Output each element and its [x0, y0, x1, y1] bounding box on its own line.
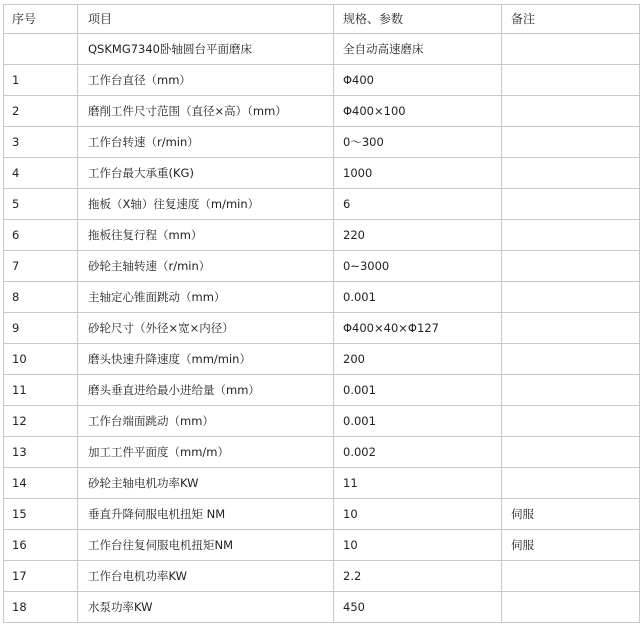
table-row — [4, 282, 640, 313]
cell-spec: Φ400×40×Φ127 — [334, 313, 502, 344]
cell-note — [502, 282, 640, 313]
cell-spec: 10 — [334, 499, 502, 530]
cell-note — [502, 592, 640, 623]
cell-item: 垂直升降伺服电机扭矩 NM — [78, 499, 334, 530]
table-header-row — [4, 5, 640, 34]
header-item: 项目 — [78, 5, 334, 34]
table-row — [4, 251, 640, 282]
cell-num: 14 — [4, 468, 78, 499]
cell-num: 1 — [4, 65, 78, 96]
cell-note — [502, 344, 640, 375]
table-row — [4, 189, 640, 220]
cell-note — [502, 189, 640, 220]
cell-item: QSKMG7340卧轴圆台平面磨床 — [78, 34, 334, 65]
cell-item: 主轴定心锥面跳动（mm） — [78, 282, 334, 313]
cell-spec: 11 — [334, 468, 502, 499]
cell-spec: 0.002 — [334, 437, 502, 468]
table-row — [4, 530, 640, 561]
cell-num: 8 — [4, 282, 78, 313]
cell-num — [4, 34, 78, 65]
header-spec: 规格、参数 — [334, 5, 502, 34]
cell-spec: Φ400×100 — [334, 96, 502, 127]
cell-spec: 0.001 — [334, 406, 502, 437]
cell-num: 15 — [4, 499, 78, 530]
cell-spec: 0.001 — [334, 282, 502, 313]
table-row — [4, 375, 640, 406]
cell-spec: 450 — [334, 592, 502, 623]
cell-num: 12 — [4, 406, 78, 437]
table-row — [4, 313, 640, 344]
cell-spec: 0～300 — [334, 127, 502, 158]
table-row — [4, 561, 640, 592]
cell-item: 工作台端面跳动（mm） — [78, 406, 334, 437]
cell-note — [502, 251, 640, 282]
cell-item: 磨头垂直进给最小进给量（mm） — [78, 375, 334, 406]
cell-note — [502, 158, 640, 189]
cell-item: 工作台最大承重(KG) — [78, 158, 334, 189]
table-row — [4, 592, 640, 623]
header-num: 序号 — [4, 5, 78, 34]
table-row — [4, 220, 640, 251]
cell-item: 拖板（X轴）往复速度（m/min） — [78, 189, 334, 220]
cell-num: 17 — [4, 561, 78, 592]
cell-note — [502, 437, 640, 468]
cell-num: 18 — [4, 592, 78, 623]
cell-spec: 6 — [334, 189, 502, 220]
cell-num: 2 — [4, 96, 78, 127]
cell-num: 7 — [4, 251, 78, 282]
cell-spec: 10 — [334, 530, 502, 561]
cell-item: 工作台直径（mm） — [78, 65, 334, 96]
table-row — [4, 344, 640, 375]
cell-item: 工作台转速（r/min） — [78, 127, 334, 158]
cell-item: 加工工件平面度（mm/m） — [78, 437, 334, 468]
cell-note — [502, 313, 640, 344]
cell-note — [502, 65, 640, 96]
cell-num: 4 — [4, 158, 78, 189]
cell-spec: 1000 — [334, 158, 502, 189]
table-row — [4, 406, 640, 437]
cell-note — [502, 34, 640, 65]
cell-num: 10 — [4, 344, 78, 375]
header-note: 备注 — [502, 5, 640, 34]
cell-spec: 全自动高速磨床 — [334, 34, 502, 65]
cell-note — [502, 127, 640, 158]
cell-spec: 220 — [334, 220, 502, 251]
cell-spec: 0~3000 — [334, 251, 502, 282]
cell-note — [502, 561, 640, 592]
cell-note — [502, 96, 640, 127]
cell-note — [502, 375, 640, 406]
table-row — [4, 65, 640, 96]
cell-item: 拖板往复行程（mm） — [78, 220, 334, 251]
table-row — [4, 437, 640, 468]
table-row — [4, 96, 640, 127]
cell-spec: 0.001 — [334, 375, 502, 406]
cell-note: 伺服 — [502, 499, 640, 530]
cell-item: 磨削工件尺寸范围（直径×高）（mm） — [78, 96, 334, 127]
cell-num: 9 — [4, 313, 78, 344]
table-row — [4, 34, 640, 65]
cell-num: 3 — [4, 127, 78, 158]
table-row — [4, 158, 640, 189]
spec-table-body — [4, 5, 640, 623]
cell-spec: Φ400 — [334, 65, 502, 96]
cell-item: 工作台电机功率KW — [78, 561, 334, 592]
cell-note — [502, 220, 640, 251]
cell-num: 11 — [4, 375, 78, 406]
cell-item: 水泵功率KW — [78, 592, 334, 623]
cell-item: 工作台往复伺服电机扭矩NM — [78, 530, 334, 561]
table-row — [4, 499, 640, 530]
cell-note: 伺服 — [502, 530, 640, 561]
cell-item: 砂轮主轴转速（r/min） — [78, 251, 334, 282]
cell-item: 砂轮尺寸（外径×宽×内径） — [78, 313, 334, 344]
cell-item: 砂轮主轴电机功率KW — [78, 468, 334, 499]
cell-spec: 200 — [334, 344, 502, 375]
cell-note — [502, 406, 640, 437]
cell-item: 磨头快速升降速度（mm/min） — [78, 344, 334, 375]
cell-note — [502, 468, 640, 499]
table-row — [4, 127, 640, 158]
cell-num: 6 — [4, 220, 78, 251]
cell-num: 16 — [4, 530, 78, 561]
cell-num: 13 — [4, 437, 78, 468]
table-row — [4, 468, 640, 499]
cell-num: 5 — [4, 189, 78, 220]
spec-table — [3, 4, 640, 623]
cell-spec: 2.2 — [334, 561, 502, 592]
